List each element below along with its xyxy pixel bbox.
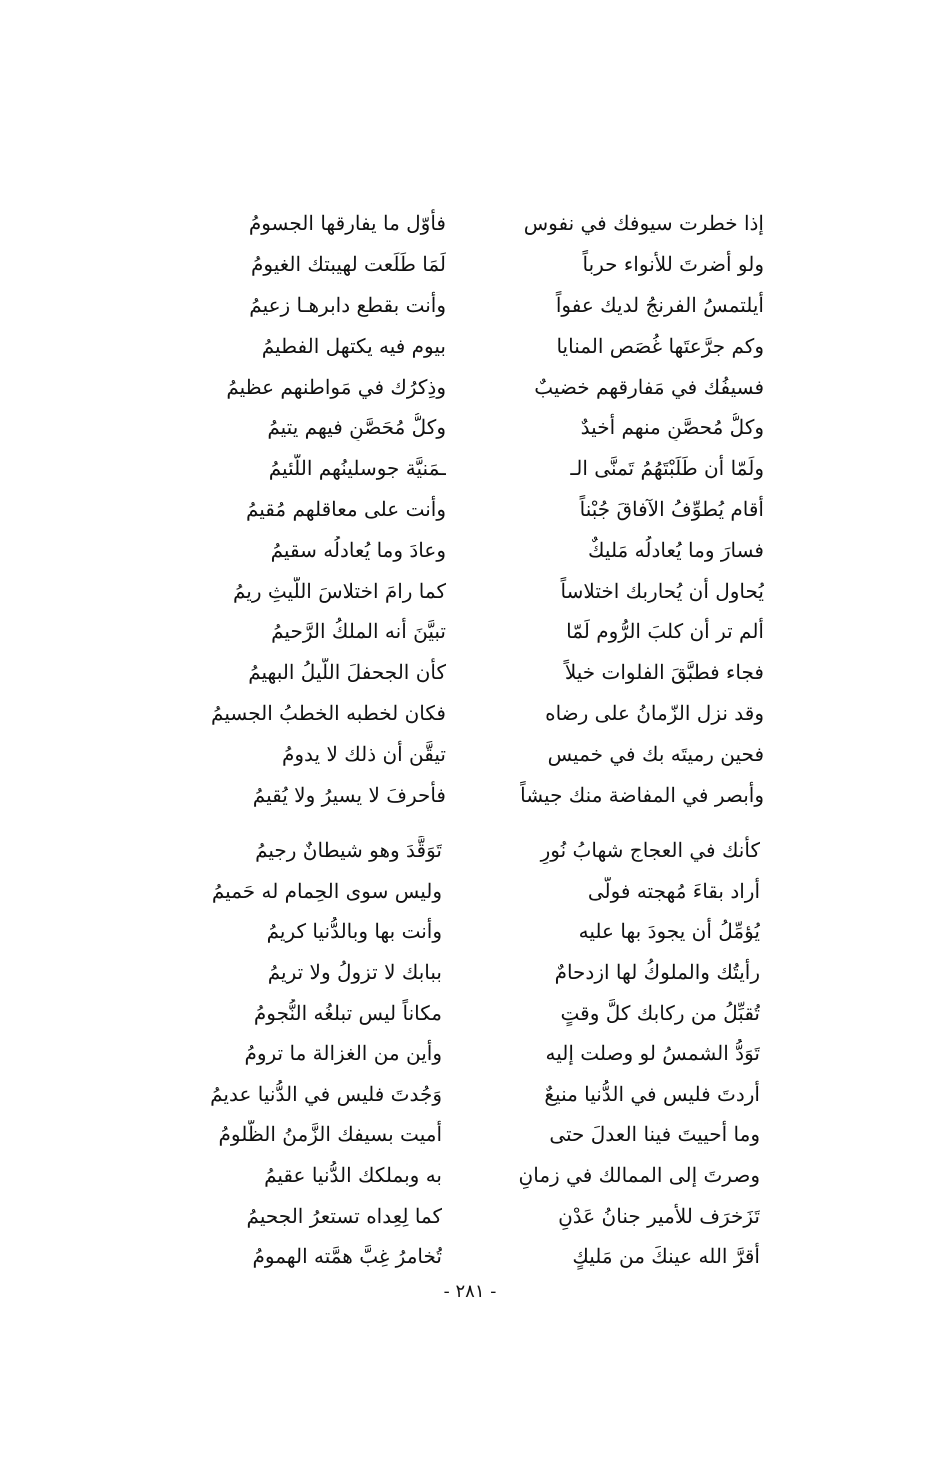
verse-second-hemistich: بيوم فيه يكتهل الفطيمُ xyxy=(261,333,446,358)
verse-first-hemistich: ولَمّا أن طَلَبْتَهُمُ تَمنَّى الـ xyxy=(570,456,764,481)
verse-couplet xyxy=(181,774,764,815)
verse-second-hemistich: وعادَ وما يُعادلُه سقيمُ xyxy=(270,537,446,562)
verse-second-hemistich: وَجُدتَ فليس في الدُّنيا عديمُ xyxy=(210,1081,442,1106)
verse-couplet xyxy=(181,325,764,366)
verse-couplet xyxy=(181,407,764,448)
verse-second-hemistich: تبيَّنَ أنه الملكُ الرَّحيمُ xyxy=(271,619,446,644)
verse-couplet xyxy=(181,570,764,611)
verse-second-hemistich: تُخامرُ غِبَّ همَّته الهمومُ xyxy=(252,1244,442,1269)
verse-second-hemistich: وأنت على معاقلهم مُقيمُ xyxy=(245,496,446,521)
verse-first-hemistich: وما أحييتَ فينا العدلَ حتى xyxy=(549,1122,760,1147)
verse-second-hemistich: ـمَنيَّة جوسلينُهم اللّئيمُ xyxy=(268,456,446,481)
verse-first-hemistich: فسارَ وما يُعادلُه مَليكٌ xyxy=(588,537,764,562)
verse-first-hemistich: فحين رميتَه بك في خميس xyxy=(547,741,764,766)
verse-second-hemistich: وكلُّ مُحَصَّنٍ فيهم يتيمُ xyxy=(267,415,446,440)
verse-couplet xyxy=(177,1114,760,1155)
verse-first-hemistich: وأبصر في المفاضة منك جيشاً xyxy=(520,782,764,807)
verse-second-hemistich: أُميت بسيفك الزَّمنُ الظَّلومُ xyxy=(218,1122,442,1147)
verse-second-hemistich: كما رامَ اختلاسَ اللَّيثِ ريمُ xyxy=(233,578,446,603)
verse-couplet xyxy=(177,830,760,871)
verse-couplet xyxy=(177,1195,760,1236)
verse-second-hemistich: تيقَّن أن ذلك لا يدومُ xyxy=(282,741,446,766)
verse-first-hemistich: أردتَ فليس في الدُّنيا منيعٌ xyxy=(544,1081,760,1106)
verse-couplet xyxy=(177,1033,760,1074)
verse-couplet xyxy=(181,489,764,530)
verse-couplet xyxy=(181,285,764,326)
verse-first-hemistich: أقرَّ الله عينكَ من مَليكٍ xyxy=(572,1244,760,1269)
verse-second-hemistich: وأين من الغزالة ما ترومُ xyxy=(244,1041,442,1066)
verse-couplet xyxy=(181,244,764,285)
verse-second-hemistich: فأحرفَ لا يسيرُ ولا يُقيمُ xyxy=(252,782,446,807)
verse-couplet xyxy=(177,1074,760,1115)
verse-first-hemistich: تُقبِّلُ من ركابك كلَّ وقتٍ xyxy=(560,1000,760,1025)
verse-second-hemistich: فأوّل ما يفارقها الجسومُ xyxy=(248,211,446,236)
verse-couplet xyxy=(181,693,764,734)
verse-second-hemistich: مكاناً ليس تبلغُه النُّجومُ xyxy=(253,1000,442,1025)
verse-first-hemistich: فسيفُك في مَفارقهم خضيبٌ xyxy=(534,374,764,399)
verse-second-hemistich: لَمَا طَلَعت لهيبتك الغيومُ xyxy=(251,252,446,277)
verse-first-hemistich: وكلُّ مُحصَّنٍ منهم أخيدٌ xyxy=(580,415,764,440)
verse-first-hemistich: ولو أضرتَ للأنواء حرباً xyxy=(582,252,764,277)
verse-couplet xyxy=(177,871,760,912)
verse-second-hemistich: وأنت بها وبالدُّنيا كريمُ xyxy=(266,919,442,944)
verse-second-hemistich: ببابك لا تزولُ ولا تريمُ xyxy=(267,960,442,985)
verse-first-hemistich: أيلتمسُ الفرنجُ لديك عفواً xyxy=(555,292,764,317)
verse-first-hemistich: كأنك في العجاج شهابُ نُورٍ xyxy=(540,838,760,863)
verse-first-hemistich: فجاء فطبَّقَ الفلوات خيلاً xyxy=(564,660,764,685)
page-number: - ٢٨١ - xyxy=(443,1281,497,1302)
verse-couplet xyxy=(181,448,764,489)
verse-first-hemistich: أراد بقاءَ مُهجته فولَّى xyxy=(587,878,760,903)
verse-couplet xyxy=(177,911,760,952)
verse-first-hemistich: وصرتَ إلى الممالك في زمانٍ xyxy=(518,1163,760,1188)
verse-first-hemistich: ألم تر أن كلبَ الرُّوم لَمّا xyxy=(566,619,764,644)
verse-second-hemistich: وأنت بقطع دابرهـا زعيمُ xyxy=(249,292,446,317)
verse-first-hemistich: وكم جرَّعتَها غُصَص المنايا xyxy=(556,333,764,358)
verse-couplet xyxy=(181,611,764,652)
verse-first-hemistich: يُؤمِّلُ أن يجودَ بها عليه xyxy=(578,919,760,944)
verse-couplet xyxy=(181,203,764,244)
verse-couplet xyxy=(177,952,760,993)
verse-couplet xyxy=(177,1236,760,1277)
verse-couplet xyxy=(181,366,764,407)
verse-second-hemistich: وليس سوى الحِمام له حَميمُ xyxy=(211,878,442,903)
verse-first-hemistich: تَزَخرَف للأمير جنانُ عَدْنٍ xyxy=(558,1203,760,1228)
verse-first-hemistich: يُحاول أن يُحاربك اختلاساً xyxy=(560,578,764,603)
verse-second-hemistich: كما لِعِداه تستعرُ الجحيمُ xyxy=(246,1203,442,1228)
verse-second-hemistich: فكان لخطبه الخطبُ الجسيمُ xyxy=(211,700,446,725)
verse-first-hemistich: رأيتُك والملوكُ لها ازدحامٌ xyxy=(554,960,760,985)
verse-second-hemistich: وذِكرُك في مَواطنهم عظيمُ xyxy=(226,374,446,399)
verse-second-hemistich: تَوَقَّدَ وهو شيطانٌ رجيمُ xyxy=(255,838,442,863)
verse-couplet xyxy=(177,1155,760,1196)
poem-block-lower xyxy=(177,830,760,1277)
poem-block-upper xyxy=(181,203,764,815)
verse-couplet xyxy=(181,652,764,693)
verse-couplet xyxy=(181,733,764,774)
verse-first-hemistich: أقام يُطوِّفُ الآفاقَ جُبْناً xyxy=(579,496,764,521)
verse-couplet xyxy=(177,992,760,1033)
verse-first-hemistich: إذا خطرت سيوفك في نفوس xyxy=(523,211,764,236)
verse-second-hemistich: كأن الجحفلَ اللَّيلُ البهيمُ xyxy=(248,660,446,685)
verse-second-hemistich: به وبملكك الدُّنيا عقيمُ xyxy=(264,1163,442,1188)
verse-first-hemistich: تَوَدُّ الشمسُ لو وصلت إليه xyxy=(545,1041,760,1066)
verse-couplet xyxy=(181,529,764,570)
verse-first-hemistich: وقد نزل الزّمانُ على رضاه xyxy=(545,700,764,725)
